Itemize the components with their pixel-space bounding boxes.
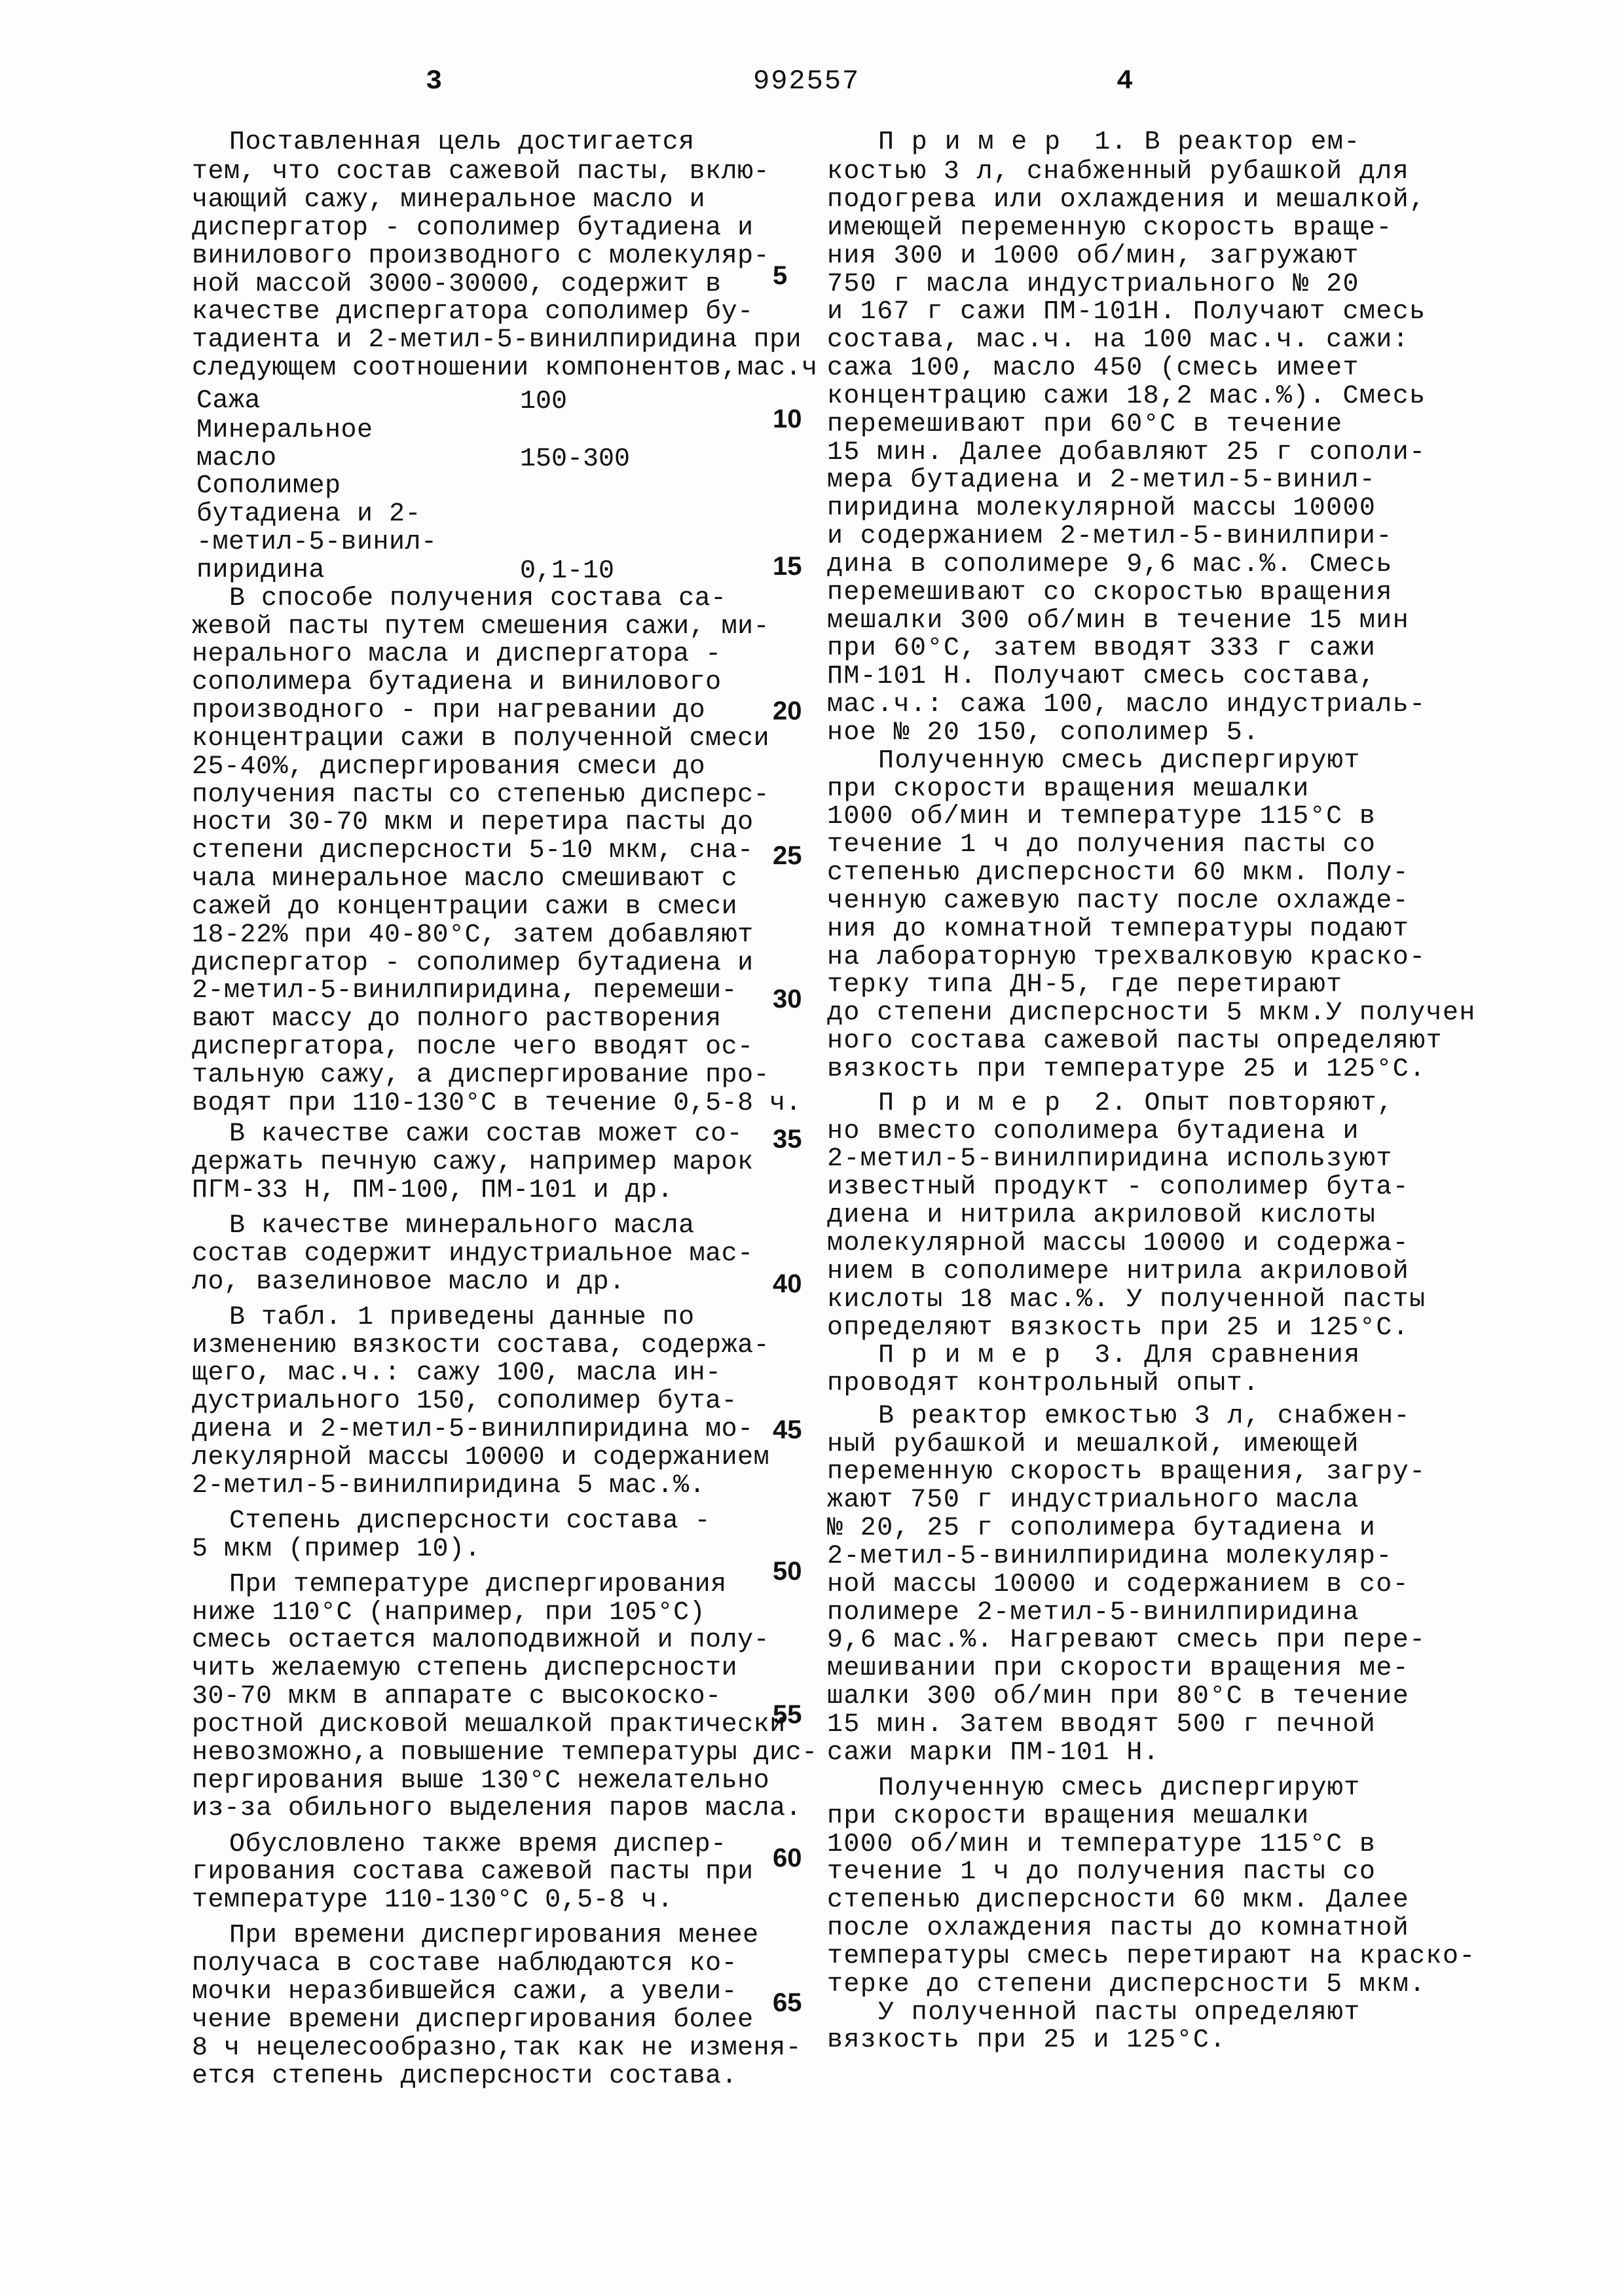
text-line: мешивании при скорости вращения ме-: [827, 1654, 1409, 1683]
text-line: молекулярной массы 10000 и содержа-: [827, 1230, 1409, 1258]
text-line: ПГМ-33 Н, ПМ-100, ПМ-101 и др.: [192, 1176, 673, 1205]
text-line: ности 30-70 мкм и перетира пасты до: [192, 809, 754, 837]
text-line: невозможно,а повышение температуры дис-: [192, 1739, 818, 1768]
text-line: Полученную смесь диспергируют: [878, 1774, 1361, 1803]
line-number: 15: [773, 552, 802, 581]
text-line: степени дисперсности 5-10 мкм, сна-: [192, 837, 754, 866]
text-line: ное № 20 150, сополимер 5.: [827, 719, 1260, 748]
text-line: кислоты 18 мас.%. У полученной пасты: [827, 1286, 1426, 1315]
text-line: имеющей переменную скорость враще-: [827, 214, 1393, 243]
table-label: -метил-5-винил-: [196, 528, 437, 557]
text-line: диспергатор - сополимер бутадиена и: [192, 214, 754, 243]
text-line: качестве диспергатора сополимер бу-: [192, 298, 754, 327]
text-line: 18-22% при 40-80°С, затем добавляют: [192, 921, 754, 950]
text-line: 15 мин. Затем вводят 500 г печной: [827, 1711, 1376, 1740]
text-line: 750 г масла индустриального № 20: [827, 270, 1359, 299]
text-line: степенью дисперсности 60 мкм. Полу-: [827, 859, 1409, 888]
text-line: П р и м е р 1. В реактор ем-: [878, 128, 1361, 157]
text-line: гирования состава сажевой пасты при: [192, 1858, 754, 1887]
text-line: 15 мин. Далее добавляют 25 г сополи-: [827, 439, 1426, 467]
text-line: на лабораторную трехвалковую краско-: [827, 943, 1426, 972]
text-line: концентрацию сажи 18,2 мас.%). Смесь: [827, 382, 1426, 411]
text-line: П р и м е р 3. Для сравнения: [878, 1341, 1361, 1370]
text-line: степенью дисперсности 60 мкм. Далее: [827, 1886, 1409, 1915]
text-line: ния до комнатной температуры подают: [827, 915, 1409, 944]
text-line: перемешивают при 60°С в течение: [827, 410, 1343, 439]
text-line: состав содержит индустриальное мас-: [192, 1240, 754, 1269]
text-line: ниже 110°С (например, при 105°С): [192, 1599, 705, 1628]
text-line: получения пасты со степенью дисперс-: [192, 781, 769, 810]
table-value: 100: [520, 387, 567, 416]
text-line: чала минеральное масло смешивают с: [192, 865, 737, 894]
text-line: при 60°С, затем вводят 333 г сажи: [827, 634, 1376, 663]
text-line: ной массы 10000 и содержанием в со-: [827, 1571, 1409, 1599]
text-line: ПМ-101 Н. Получают смесь состава,: [827, 663, 1376, 691]
table-value: 150-300: [520, 445, 630, 474]
table-label: Минеральное: [196, 416, 373, 445]
text-line: жевой пасты путем смешения сажи, ми-: [192, 613, 769, 642]
text-line: диспергатор - сополимер бутадиена и: [192, 949, 754, 978]
text-line: пергирования выше 130°С нежелательно: [192, 1767, 769, 1796]
text-line: При температуре диспергирования: [229, 1571, 727, 1599]
text-line: изменению вязкости состава, содержа-: [192, 1332, 769, 1360]
text-line: сополимера бутадиена и винилового: [192, 668, 722, 697]
text-line: получаса в составе наблюдаются ко-: [192, 1950, 737, 1978]
text-line: водят при 110-130°С в течение 0,5-8 ч.: [192, 1089, 802, 1118]
text-line: подогрева или охлаждения и мешалкой,: [827, 186, 1426, 215]
text-line: нием в сополимере нитрила акриловой: [827, 1258, 1409, 1286]
text-line: В способе получения состава са-: [229, 585, 727, 613]
text-line: 2-метил-5-винилпиридина, перемеши-: [192, 977, 737, 1006]
text-line: вязкость при температуре 25 и 125°С.: [827, 1055, 1426, 1084]
text-line: жают 750 г индустриального масла: [827, 1486, 1359, 1515]
text-line: сажей до концентрации сажи в смеси: [192, 893, 737, 922]
text-line: при скорости вращения мешалки: [827, 775, 1310, 804]
text-line: и 167 г сажи ПМ-101Н. Получают смесь: [827, 298, 1426, 327]
text-line: температуре 110-130°С 0,5-8 ч.: [192, 1886, 673, 1915]
line-number: 25: [773, 841, 802, 871]
text-line: Полученную смесь диспергируют: [878, 747, 1361, 776]
text-line: 25-40%, диспергирования смеси до: [192, 753, 705, 782]
text-line: 5 мкм (пример 10).: [192, 1535, 481, 1564]
text-line: 1000 об/мин и температуре 115°С в: [827, 803, 1376, 831]
text-line: при скорости вращения мешалки: [827, 1802, 1310, 1831]
text-line: держать печную сажу, например марок: [192, 1148, 754, 1177]
text-line: чить желаемую степень дисперсности: [192, 1654, 737, 1683]
text-line: диспергатора, после чего вводят ос-: [192, 1033, 754, 1062]
page-number-right: 4: [1116, 65, 1133, 97]
text-line: мас.ч.: сажа 100, масло индустриаль-: [827, 691, 1426, 720]
text-line: мера бутадиена и 2-метил-5-винил-: [827, 466, 1376, 495]
text-line: диена и 2-метил-5-винилпиридина мо-: [192, 1415, 754, 1444]
text-line: ния 300 и 1000 об/мин, загружают: [827, 242, 1359, 271]
text-line: ный рубашкой и мешалкой, имеющей: [827, 1430, 1359, 1459]
text-line: У полученной пасты определяют: [878, 1999, 1361, 2028]
text-line: В качестве сажи состав может со-: [229, 1120, 743, 1149]
line-number: 40: [773, 1269, 802, 1299]
line-number: 20: [773, 697, 802, 726]
text-line: и содержанием 2-метил-5-винилпири-: [827, 522, 1393, 551]
text-line: В реактор емкостью 3 л, снабжен-: [878, 1402, 1411, 1431]
patent-page: [0, 0, 1624, 2296]
text-line: ло, вазелиновое масло и др.: [192, 1268, 625, 1297]
text-line: ростной дисковой мешалкой практически: [192, 1711, 786, 1740]
text-line: до степени дисперсности 5 мкм.У получен: [827, 999, 1476, 1028]
text-line: костью 3 л, снабженный рубашкой для: [827, 158, 1409, 187]
table-label: масло: [196, 445, 277, 473]
text-line: дустриального 150, сополимер бута-: [192, 1387, 737, 1416]
text-line: При времени диспергирования менее: [229, 1922, 759, 1950]
text-line: производного - при нагревании до: [192, 697, 705, 725]
text-line: щего, мас.ч.: сажу 100, масла ин-: [192, 1359, 722, 1388]
text-line: Степень дисперсности состава -: [229, 1507, 710, 1536]
text-line: Поставленная цель достигается: [229, 128, 695, 157]
text-line: терку типа ДН-5, где перетирают: [827, 971, 1343, 1000]
text-line: проводят контрольный опыт.: [827, 1370, 1260, 1398]
text-line: терке до степени дисперсности 5 мкм.: [827, 1971, 1426, 1999]
text-line: В качестве минерального масла: [229, 1212, 695, 1241]
text-line: лекулярной массы 10000 и содержанием: [192, 1444, 769, 1472]
text-line: смесь остается малоподвижной и полу-: [192, 1626, 769, 1655]
text-line: 2-метил-5-винилпиридина молекуляр-: [827, 1542, 1393, 1571]
line-number: 55: [773, 1700, 802, 1730]
text-line: ного состава сажевой пасты определяют: [827, 1027, 1443, 1056]
text-line: чение времени диспергирования более: [192, 2006, 754, 2035]
text-line: дина в сополимере 9,6 мас.%. Смесь: [827, 551, 1393, 579]
text-line: течение 1 ч до получения пасты со: [827, 831, 1376, 860]
text-line: пиридина молекулярной массы 10000: [827, 494, 1376, 523]
text-line: 8 ч нецелесообразно,так как не изменя-: [192, 2034, 802, 2063]
text-line: винилового производного с молекуляр-: [192, 242, 769, 271]
line-number: 60: [773, 1844, 802, 1873]
page-number-left: 3: [426, 65, 442, 97]
text-line: чающий сажу, минеральное масло и: [192, 186, 705, 215]
text-line: вают массу до полного растворения: [192, 1005, 722, 1034]
text-line: № 20, 25 г сополимера бутадиена и: [827, 1514, 1376, 1543]
text-line: ется степень дисперсности состава.: [192, 2062, 737, 2091]
text-line: тем, что состав сажевой пасты, вклю-: [192, 158, 769, 187]
text-line: 30-70 мкм в аппарате с высокоско-: [192, 1683, 722, 1711]
text-line: 2-метил-5-винилпиридина используют: [827, 1145, 1393, 1174]
text-line: ченную сажевую пасту после охлажде-: [827, 887, 1409, 916]
text-line: ной массой 3000-30000, содержит в: [192, 270, 722, 299]
table-label: Сополимер: [196, 472, 341, 501]
text-line: 1000 об/мин и температуре 115°С в: [827, 1831, 1376, 1859]
text-line: концентрации сажи в полученной смеси: [192, 725, 769, 754]
text-line: шалки 300 об/мин при 80°С в течение: [827, 1683, 1409, 1711]
text-line: после охлаждения пасты до комнатной: [827, 1914, 1409, 1943]
table-value: 0,1-10: [520, 556, 614, 586]
text-line: но вместо сополимера бутадиена и: [827, 1118, 1359, 1146]
text-line: тальную сажу, а диспергирование про-: [192, 1061, 769, 1090]
line-number: 35: [773, 1125, 802, 1154]
text-line: сажи марки ПМ-101 Н.: [827, 1739, 1160, 1768]
text-line: вязкость при 25 и 125°С.: [827, 2026, 1227, 2055]
text-line: П р и м е р 2. Опыт повторяют,: [878, 1089, 1394, 1118]
text-line: состава, мас.ч. на 100 мас.ч. сажи:: [827, 326, 1409, 355]
text-line: 9,6 мас.%. Нагревают смесь при пере-: [827, 1626, 1426, 1655]
table-label: бутадиена и 2-: [196, 500, 421, 529]
text-line: тадиента и 2-метил-5-винилпиридина при: [192, 326, 802, 355]
text-line: определяют вязкость при 25 и 125°С.: [827, 1314, 1409, 1343]
text-line: следующем соотношении компонентов,мас.ч: [192, 354, 818, 383]
text-line: В табл. 1 приведены данные по: [229, 1303, 695, 1332]
text-line: мешалки 300 об/мин в течение 15 мин: [827, 607, 1409, 636]
line-number: 5: [773, 261, 787, 291]
text-line: течение 1 ч до получения пасты со: [827, 1858, 1376, 1887]
text-line: из-за обильного выделения паров масла.: [192, 1795, 802, 1823]
table-label: Сажа: [196, 387, 261, 416]
text-line: известный продукт - сополимер бута-: [827, 1173, 1409, 1202]
text-line: нерального масла и диспергатора -: [192, 640, 722, 669]
line-number: 10: [773, 405, 802, 434]
text-line: полимере 2-метил-5-винилпиридина: [827, 1599, 1359, 1628]
text-line: мочки неразбившейся сажи, а увели-: [192, 1978, 737, 2007]
text-line: 2-метил-5-винилпиридина 5 мас.%.: [192, 1472, 705, 1501]
line-number: 45: [773, 1415, 802, 1445]
line-number: 30: [773, 985, 802, 1014]
text-line: Обусловлено также время диспер-: [229, 1831, 727, 1859]
patent-number: 992557: [753, 65, 860, 97]
text-line: диена и нитрила акриловой кислоты: [827, 1201, 1376, 1230]
table-label: пиридина: [196, 556, 325, 585]
text-line: переменную скорость вращения, загру-: [827, 1458, 1426, 1487]
line-number: 65: [773, 1988, 802, 2018]
line-number: 50: [773, 1557, 802, 1586]
text-line: перемешивают со скоростью вращения: [827, 579, 1393, 608]
text-line: температуры смесь перетирают на краско-: [827, 1942, 1476, 1971]
text-line: сажа 100, масло 450 (смесь имеет: [827, 354, 1359, 383]
